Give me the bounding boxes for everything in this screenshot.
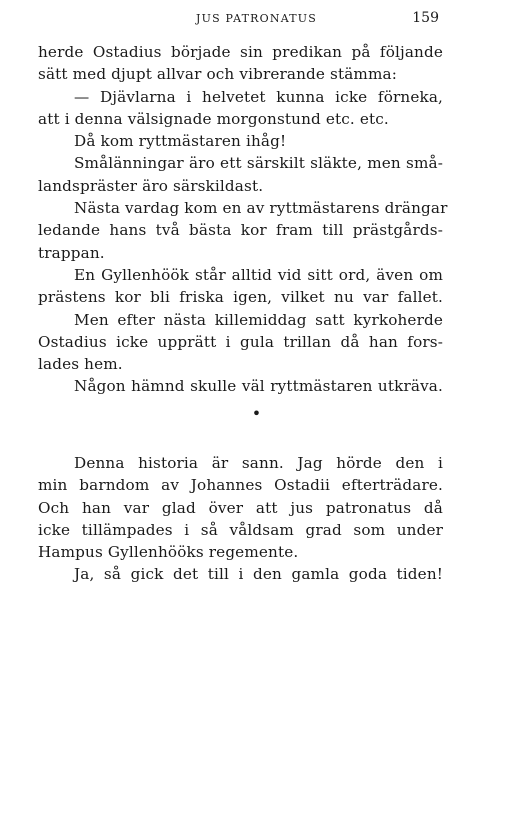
section-separator: •: [251, 404, 262, 423]
text-line: landspräster äro särskildast.: [38, 176, 264, 195]
text-line: Smålänningar äro ett särskilt släkte, men små-: [74, 154, 443, 173]
text-line: Då kom ryttmästaren ihåg!: [74, 132, 287, 151]
running-title: JUS PATRONATUS: [196, 12, 317, 25]
text-line: lades hem.: [38, 355, 123, 374]
page-number: 159: [412, 10, 439, 26]
main-text: [38, 41, 448, 398]
text-line: Ostadius icke upprätt i gula trillan då han fors-: [38, 332, 443, 351]
text-line: En Gyllenhöök står alltid vid sitt ord, även om: [74, 265, 443, 284]
text-line: herde Ostadius började sin predikan på följande: [38, 43, 443, 61]
text-line: Någon hämnd skulle väl ryttmästaren utkräva.: [74, 377, 443, 396]
text-line: min barndom av Johannes Ostadii efterträdare.: [38, 476, 443, 495]
text-line: prästens kor bli friska igen, vilket nu var fallet.: [38, 288, 443, 307]
text-line: Och han var glad över att jus patronatus då: [38, 498, 443, 517]
text-line: Hampus Gyllenhööks regemente.: [38, 543, 299, 562]
text-line: Denna historia är sann. Jag hörde den i: [74, 454, 443, 472]
text-line: trappan.: [38, 243, 105, 262]
running-header: [0, 10, 513, 28]
text-line: att i denna välsignade morgonstund etc. etc.: [38, 109, 389, 128]
text-line: Ja, så gick det till i den gamla goda tiden!: [74, 565, 443, 584]
epilogue-text: [38, 452, 443, 586]
text-line: Nästa vardag kom en av ryttmästarens drängar: [74, 199, 448, 218]
text-line: Men efter nästa killemiddag satt kyrkoherde: [74, 310, 443, 329]
text-line: ledande hans två bästa kor fram till prästgårds-: [38, 221, 443, 240]
text-line: sätt med djupt allvar och vibrerande stämma:: [38, 65, 398, 84]
text-line: — Djävlarna i helvetet kunna icke förneka,: [74, 87, 443, 106]
text-line: icke tillämpades i så våldsam grad som under: [38, 520, 443, 539]
